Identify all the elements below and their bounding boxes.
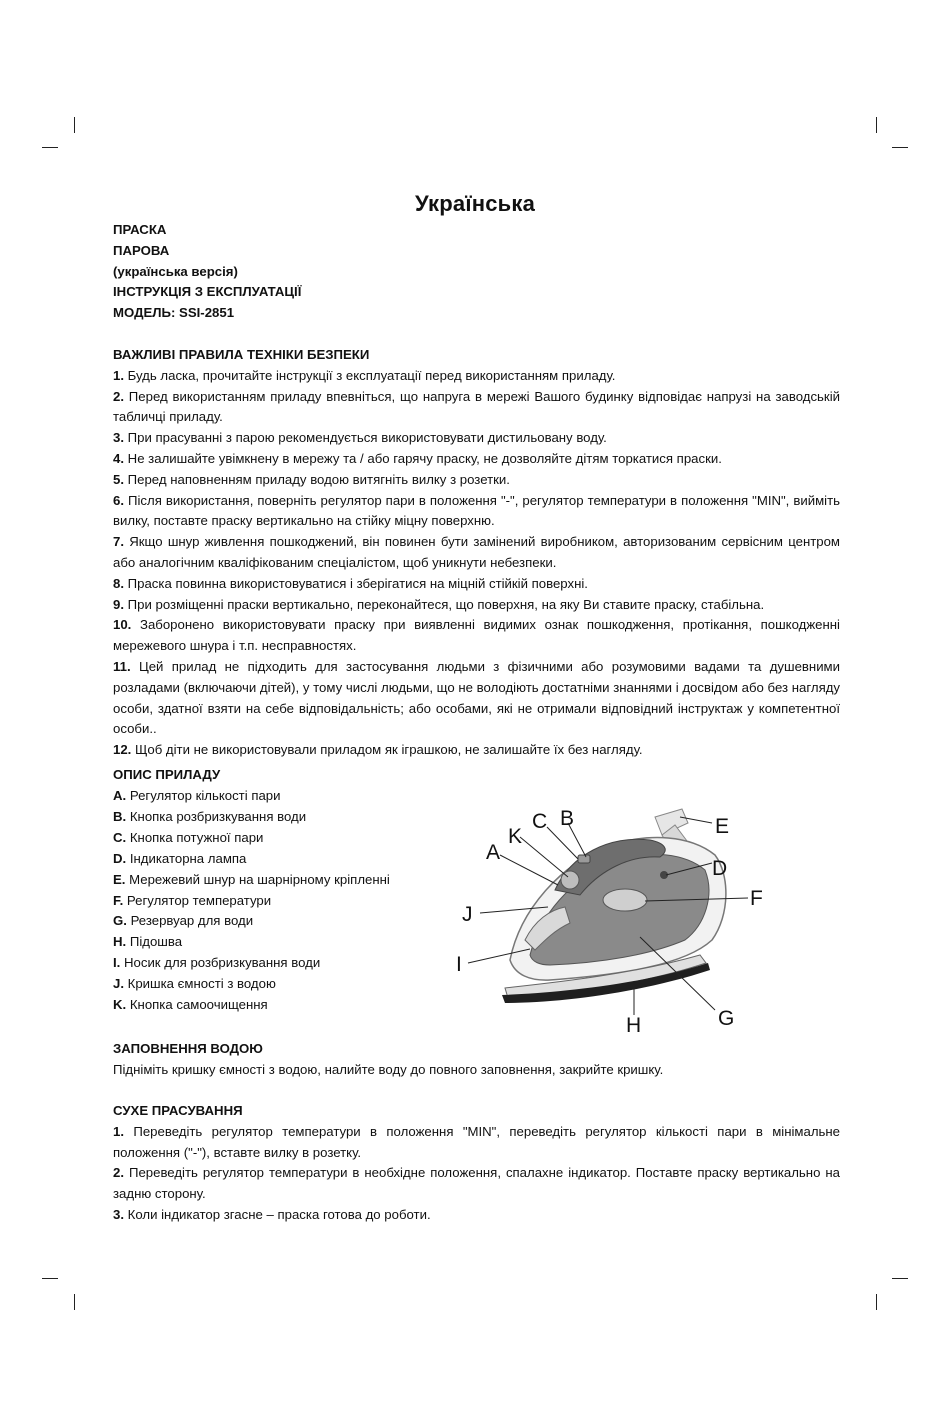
parts-list: [113, 786, 433, 1016]
item-text: Не залишайте увімкнену в мережу та / або гарячу праску, не дозволяйте дітям торкатися праски.: [124, 450, 722, 466]
crop-mark: [42, 1278, 58, 1279]
safety-rule: [113, 470, 840, 491]
iron-diagram: [450, 795, 780, 1040]
item-text: Заборонено використовувати праску при виявленні видимих ознак пошкодження, протікання, пошкодженні мережевого шнура і т.п. несправностях.: [113, 617, 840, 654]
part-letter: J.: [113, 976, 124, 992]
part-item: [113, 995, 433, 1016]
item-number: 2.: [113, 388, 124, 404]
figure-label: A: [486, 841, 501, 864]
part-letter: K.: [113, 997, 127, 1013]
part-name: Кнопка потужної пари: [126, 829, 264, 845]
safety-section: [113, 345, 840, 761]
figure-label: J: [462, 903, 473, 926]
part-name: Регулятор температури: [123, 892, 272, 908]
item-number: 8.: [113, 575, 124, 591]
safety-rule: [113, 387, 840, 429]
safety-rule: [113, 595, 840, 616]
item-number: 11.: [113, 658, 131, 674]
crop-mark: [892, 147, 908, 148]
item-text: Переведіть регулятор температури в необхідне положення, спалахне індикатор. Поставте праску вертикально на задню сторону.: [113, 1165, 840, 1202]
header-line: ПРАСКА: [113, 222, 167, 237]
item-text: Щоб діти не використовували приладом як іграшкою, не залишайте їх без нагляду.: [131, 742, 643, 758]
item-number: 6.: [113, 492, 124, 508]
filling-section: [113, 1039, 840, 1081]
item-number: 7.: [113, 534, 124, 550]
figure-label: C: [532, 810, 548, 833]
item-number: 1.: [113, 1123, 124, 1139]
part-name: Індикаторна лампа: [126, 850, 247, 866]
safety-rule: [113, 491, 840, 533]
crop-mark: [876, 1294, 877, 1310]
safety-rule: [113, 366, 840, 387]
safety-rule: [113, 657, 840, 740]
part-item: [113, 932, 433, 953]
section-title: ОПИС ПРИЛАДУ: [113, 767, 221, 782]
dry-ironing-step: [113, 1122, 840, 1164]
item-text: Праска повинна використовуватися і зберігатися на міцній стійкій поверхні.: [124, 575, 588, 591]
part-name: Резервуар для води: [126, 913, 254, 929]
figure-label: G: [718, 1007, 735, 1030]
part-name: Підошва: [126, 934, 183, 950]
part-item: [113, 953, 433, 974]
description-section: [113, 765, 840, 786]
item-number: 10.: [113, 617, 132, 633]
section-title: ВАЖЛИВІ ПРАВИЛА ТЕХНІКИ БЕЗПЕКИ: [113, 347, 370, 362]
header-line: (українська версія): [113, 263, 238, 279]
figure-label: K: [508, 825, 523, 848]
item-number: 4.: [113, 450, 124, 466]
part-letter: F.: [113, 892, 124, 908]
dry-ironing-section: [113, 1101, 840, 1226]
figure-label: H: [626, 1014, 642, 1037]
safety-rule: [113, 449, 840, 470]
safety-rule: [113, 574, 840, 595]
crop-mark: [74, 1294, 75, 1310]
part-letter: D.: [113, 850, 127, 866]
figure-label: B: [560, 807, 575, 830]
part-item: [113, 828, 433, 849]
dry-ironing-list: [113, 1122, 840, 1226]
part-name: Кнопка самоочищення: [126, 997, 268, 1013]
filling-text: Підніміть кришку ємності з водою, налийте воду до повного заповнення, закрийте кришку.: [113, 1061, 664, 1077]
item-text: Будь ласка, прочитайте інструкції з експлуатації перед використанням приладу.: [124, 367, 616, 383]
safety-rule: [113, 615, 840, 657]
item-number: 1.: [113, 367, 124, 383]
header-line: МОДЕЛЬ: SSI-2851: [113, 305, 235, 321]
part-item: [113, 891, 433, 912]
item-text: Переведіть регулятор температури в положення "MIN", переведіть регулятор кількості пари в мінімальне положення ("-"), вставте вилку в розетку.: [113, 1123, 840, 1160]
crop-mark: [42, 147, 58, 148]
item-text: Цей прилад не підходить для застосування людьми з фізичними або розумовими вадами та душевними розладами (включаючи дітей), у тому числі людьми, що не володіють достатніми знаннями і досвідом або без нагляду особи, здатної взяти на себе відповідальність; або особами, які не отримали відповідний інструктаж у компетентної особи..: [113, 658, 840, 737]
item-text: Після використання, поверніть регулятор пари в положення "-", регулятор температури в положення "MIN", вийміть вилку, поставте праску вертикально на стійку міцну поверхню.: [113, 492, 840, 529]
item-text: Якщо шнур живлення пошкоджений, він повинен бути замінений виробником, авторизованим сервісним центром або аналогічним кваліфікованим спеціалістом, щоб уникнути небезпеки.: [113, 534, 840, 570]
header-line: ПАРОВА: [113, 242, 170, 258]
page-title: Українська: [414, 191, 535, 216]
part-letter: G.: [113, 913, 127, 929]
section-title: ЗАПОВНЕННЯ ВОДОЮ: [113, 1041, 263, 1056]
section-title: СУХЕ ПРАСУВАННЯ: [113, 1103, 243, 1118]
part-name: Кнопка розбризкування води: [126, 808, 307, 824]
part-letter: H.: [113, 934, 127, 950]
item-number: 12.: [113, 742, 132, 758]
part-name: Мережевий шнур на шарнірному кріпленні: [125, 871, 390, 887]
part-name: Кришка ємності з водою: [124, 976, 276, 992]
figure-label: E: [715, 815, 730, 838]
item-text: При розміщенні праски вертикально, переконайтеся, що поверхня, на яку Ви ставите праску, стабільна.: [124, 596, 765, 612]
part-letter: I.: [113, 955, 121, 971]
crop-mark: [892, 1278, 908, 1279]
part-item: [113, 786, 433, 807]
safety-rule: [113, 428, 840, 449]
part-letter: A.: [113, 788, 127, 803]
safety-list: [113, 366, 840, 761]
part-item: [113, 870, 433, 891]
part-item: [113, 911, 433, 932]
dry-ironing-step: [113, 1205, 840, 1226]
part-name: Носик для розбризкування води: [120, 955, 321, 971]
header-line: ІНСТРУКЦІЯ З ЕКСПЛУАТАЦІЇ: [113, 284, 302, 300]
part-letter: C.: [113, 829, 127, 845]
part-name: Регулятор кількості пари: [126, 788, 281, 803]
item-number: 9.: [113, 596, 124, 612]
item-number: 5.: [113, 471, 124, 487]
safety-rule: [113, 532, 840, 574]
safety-rule: [113, 740, 840, 761]
item-number: 3.: [113, 1206, 124, 1222]
item-text: При прасуванні з парою рекомендується використовувати дистильовану воду.: [124, 430, 607, 446]
figure-label: I: [456, 953, 462, 976]
part-item: [113, 974, 433, 995]
figure-label: D: [712, 857, 728, 880]
item-text: Перед наповненням приладу водою витягніть вилку з розетки.: [124, 471, 510, 487]
part-item: [113, 849, 433, 870]
part-letter: E.: [113, 871, 126, 887]
item-text: Коли індикатор згасне – праска готова до роботи.: [124, 1206, 431, 1222]
document-header: [113, 220, 840, 324]
item-text: Перед використанням приладу впевніться, що напруга в мережі Вашого будинку відповідає напрузі на заводській табличці приладу.: [113, 388, 840, 425]
item-number: 2.: [113, 1165, 124, 1181]
figure-label: F: [750, 887, 763, 910]
crop-mark: [74, 117, 75, 133]
crop-mark: [876, 117, 877, 133]
part-letter: B.: [113, 808, 127, 824]
item-number: 3.: [113, 430, 124, 446]
part-item: [113, 807, 433, 828]
dry-ironing-step: [113, 1163, 840, 1205]
